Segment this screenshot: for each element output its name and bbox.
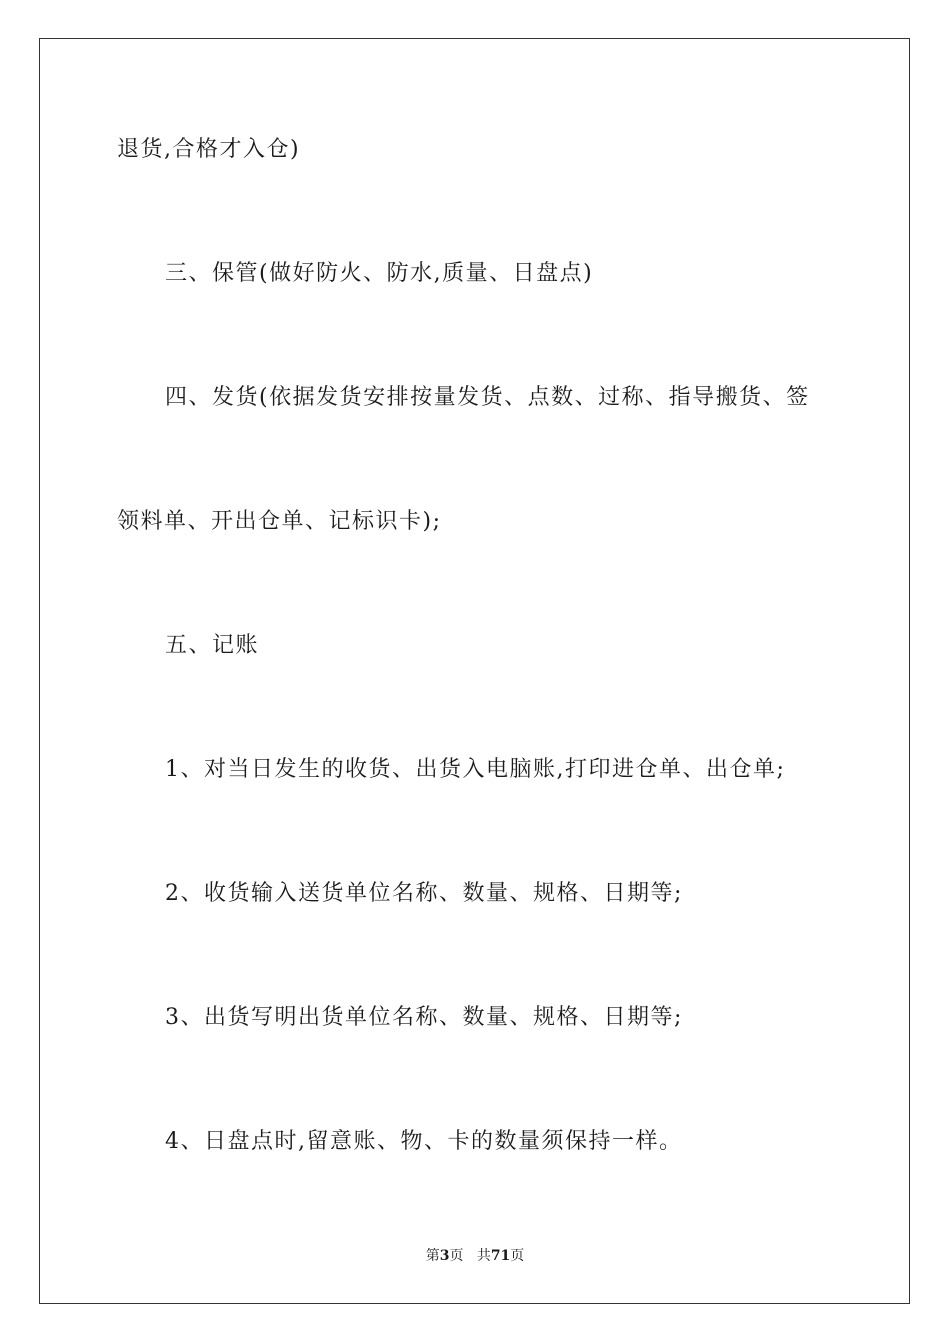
total-prefix: 共: [476, 1248, 491, 1264]
page-prefix: 第: [425, 1248, 440, 1264]
total-pages: 71: [490, 1248, 511, 1264]
text-line-2: 三、保管(做好防火、防水,质量、日盘点): [165, 261, 594, 286]
total-suffix: 页: [510, 1248, 525, 1264]
text-line-4: 领料单、开出仓单、记标识卡);: [117, 509, 442, 534]
text-line-7: 2、收货输入送货单位名称、数量、规格、日期等;: [165, 881, 683, 906]
page-suffix: 页: [449, 1248, 464, 1264]
text-line-6: 1、对当日发生的收货、出货入电脑账,打印进仓单、出仓单;: [165, 757, 786, 782]
text-line-8: 3、出货写明出货单位名称、数量、规格、日期等;: [165, 1005, 683, 1030]
text-line-5: 五、记账: [165, 633, 260, 658]
page-footer: [0, 1246, 950, 1266]
page-number: 3: [439, 1248, 450, 1264]
page-border: [39, 38, 910, 1304]
text-line-9: 4、日盘点时,留意账、物、卡的数量须保持一样。: [165, 1129, 683, 1154]
text-line-3: 四、发货(依据发货安排按量发货、点数、过称、指导搬货、签: [165, 385, 810, 410]
text-line-1: 退货,合格才入仓): [117, 137, 301, 162]
